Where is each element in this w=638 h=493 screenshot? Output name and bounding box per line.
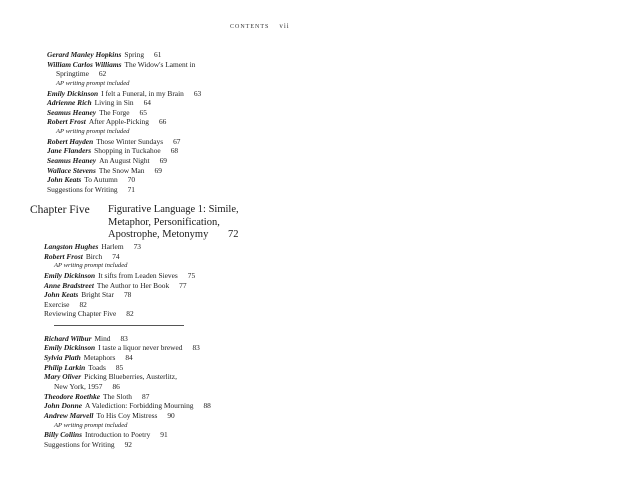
entry-title: Bright Star — [81, 290, 114, 299]
entry-title: After Apple-Picking — [88, 117, 149, 126]
toc-entry — [44, 430, 168, 439]
toc-entry — [47, 166, 162, 175]
entry-author: Gerard Manley Hopkins — [47, 50, 122, 59]
toc-entry — [44, 353, 133, 362]
entry-author: Adrienne Rich — [47, 98, 92, 107]
toc-entry — [47, 60, 195, 69]
entry-title: The Forge — [99, 108, 130, 117]
entry-author: Seamus Heaney — [47, 156, 97, 165]
entry-title: Suggestions for Writing — [44, 440, 115, 449]
entry-author: Robert Frost — [44, 252, 83, 261]
entry-page: 78 — [123, 290, 132, 299]
entry-author: William Carlos Williams — [47, 60, 122, 69]
entry-author: Mary Oliver — [44, 372, 82, 381]
chapter-page-number: 72 — [228, 229, 239, 240]
entry-page: 70 — [127, 175, 136, 184]
page-header — [230, 22, 290, 30]
toc-entry — [47, 98, 151, 107]
toc-entry — [47, 137, 181, 146]
entry-author: Billy Collins — [44, 430, 82, 439]
toc-entry — [44, 252, 120, 261]
entry-title: Birch — [85, 252, 103, 261]
entry-title: To His Coy Mistress — [96, 411, 158, 420]
entry-title: It sifts from Leaden Sieves — [98, 271, 178, 280]
entry-page: 69 — [159, 156, 167, 165]
ap-prompt-note: AP writing prompt included — [54, 262, 128, 269]
entry-author: John Keats — [47, 175, 82, 184]
entry-title: Exercise — [44, 300, 70, 309]
entry-page: 75 — [187, 271, 196, 280]
entry-page: 66 — [158, 117, 167, 126]
entry-author: Robert Frost — [47, 117, 86, 126]
entry-author: Jane Flanders — [47, 146, 92, 155]
entry-title: A Valediction: Forbidding Mourning — [85, 401, 194, 410]
toc-entry — [44, 343, 200, 352]
entry-author: Emily Dickinson — [47, 89, 99, 98]
entry-page: 61 — [154, 50, 162, 59]
entry-author: Robert Hayden — [47, 137, 94, 146]
chapter-title-line: Figurative Language 1: Simile, — [108, 204, 239, 215]
toc-entry — [44, 392, 149, 401]
toc-entry — [56, 69, 106, 78]
entry-title: The Sloth — [103, 392, 132, 401]
entry-title: Spring — [124, 50, 145, 59]
entry-page: 74 — [112, 252, 120, 261]
entry-author: Langston Hughes — [44, 242, 99, 251]
entry-title: Picking Blueberries, Austerlitz, — [84, 372, 177, 381]
entry-page: 86 — [112, 382, 120, 391]
ap-prompt-note: AP writing prompt included — [54, 422, 128, 429]
running-head: CONTENTS — [230, 24, 270, 30]
entry-author: Andrew Marvell — [44, 411, 94, 420]
entry-title: Mind — [94, 334, 111, 343]
entry-page: 88 — [203, 401, 211, 410]
toc-entry — [47, 156, 167, 165]
entry-title: Metaphors — [83, 353, 116, 362]
entry-author: Anne Bradstreet — [44, 281, 94, 290]
entry-author: John Keats — [44, 290, 79, 299]
entry-page: 67 — [173, 137, 181, 146]
toc-entry — [54, 382, 120, 391]
entry-page: 77 — [179, 281, 187, 290]
entry-page: 82 — [79, 300, 87, 309]
entry-author: Richard Wilbur — [44, 334, 92, 343]
toc-entry — [44, 440, 132, 449]
toc-entry — [44, 334, 128, 343]
entry-title: To Autumn — [84, 175, 118, 184]
entry-author: Seamus Heaney — [47, 108, 97, 117]
toc-entry — [44, 300, 87, 309]
entry-page: 85 — [115, 363, 124, 372]
entry-page: 68 — [170, 146, 179, 155]
entry-page: 82 — [126, 309, 134, 318]
entry-title: Toads — [88, 363, 106, 372]
toc-entry — [44, 372, 177, 381]
entry-page: 62 — [98, 69, 107, 78]
entry-title: Living in Sin — [94, 98, 134, 107]
toc-entry — [47, 50, 161, 59]
entry-page: 69 — [154, 166, 162, 175]
chapter-title-line: Apostrophe, Metonymy — [108, 229, 209, 240]
entry-page: 83 — [192, 343, 200, 352]
chapter-label: Chapter Five — [30, 204, 90, 216]
entry-title: Reviewing Chapter Five — [44, 309, 117, 318]
entry-page: 87 — [142, 392, 150, 401]
entry-author: John Donne — [44, 401, 82, 410]
toc-entry — [47, 108, 147, 117]
entry-author: Theodore Roethke — [44, 392, 101, 401]
toc-entry — [47, 146, 178, 155]
entry-page: 73 — [133, 242, 141, 251]
entry-title: I taste a liquor never brewed — [98, 343, 183, 352]
entry-title: I felt a Funeral, in my Brain — [101, 89, 184, 98]
entry-page: 64 — [143, 98, 151, 107]
entry-title: The Snow Man — [98, 166, 145, 175]
toc-entry — [44, 290, 131, 299]
entry-author: Wallace Stevens — [47, 166, 96, 175]
entry-page: 71 — [127, 185, 135, 194]
toc-entry — [47, 117, 166, 126]
toc-entry — [47, 175, 135, 184]
toc-entry — [44, 401, 211, 410]
entry-title: The Author to Her Book — [96, 281, 170, 290]
page-number: vii — [279, 22, 290, 30]
entry-title: An August Night — [99, 156, 150, 165]
entry-page: 84 — [125, 353, 133, 362]
entry-page: 91 — [160, 430, 168, 439]
entry-title: Introduction to Poetry — [85, 430, 151, 439]
section-divider — [54, 325, 184, 326]
entry-author: Emily Dickinson — [44, 343, 96, 352]
toc-entry — [44, 242, 141, 251]
entry-author: Emily Dickinson — [44, 271, 96, 280]
entry-page: 83 — [120, 334, 128, 343]
toc-entry — [44, 271, 195, 280]
entry-title: Shopping in Tuckahoe — [94, 146, 161, 155]
entry-author: Philip Larkin — [44, 363, 86, 372]
toc-entry — [44, 281, 187, 290]
toc-entry — [44, 363, 123, 372]
chapter-title-line: Metaphor, Personification, — [108, 216, 220, 228]
entry-page: 92 — [124, 440, 132, 449]
toc-entry — [47, 185, 135, 194]
entry-author: Sylvia Plath — [44, 353, 81, 362]
toc-entry — [47, 89, 201, 98]
toc-entry — [44, 411, 175, 420]
entry-title: New York, 1957 — [54, 382, 103, 391]
entry-title: Harlem — [101, 242, 124, 251]
entry-page: 63 — [193, 89, 202, 98]
entry-page: 65 — [139, 108, 147, 117]
toc-entry — [44, 309, 134, 318]
entry-title: Those Winter Sundays — [96, 137, 164, 146]
entry-title: Springtime — [56, 69, 89, 78]
ap-prompt-note: AP writing prompt included — [56, 128, 130, 135]
chapter-title — [108, 204, 288, 242]
entry-title: Suggestions for Writing — [47, 185, 118, 194]
ap-prompt-note: AP writing prompt included — [56, 80, 130, 87]
entry-title: The Widow's Lament in — [124, 60, 196, 69]
entry-page: 90 — [167, 411, 175, 420]
